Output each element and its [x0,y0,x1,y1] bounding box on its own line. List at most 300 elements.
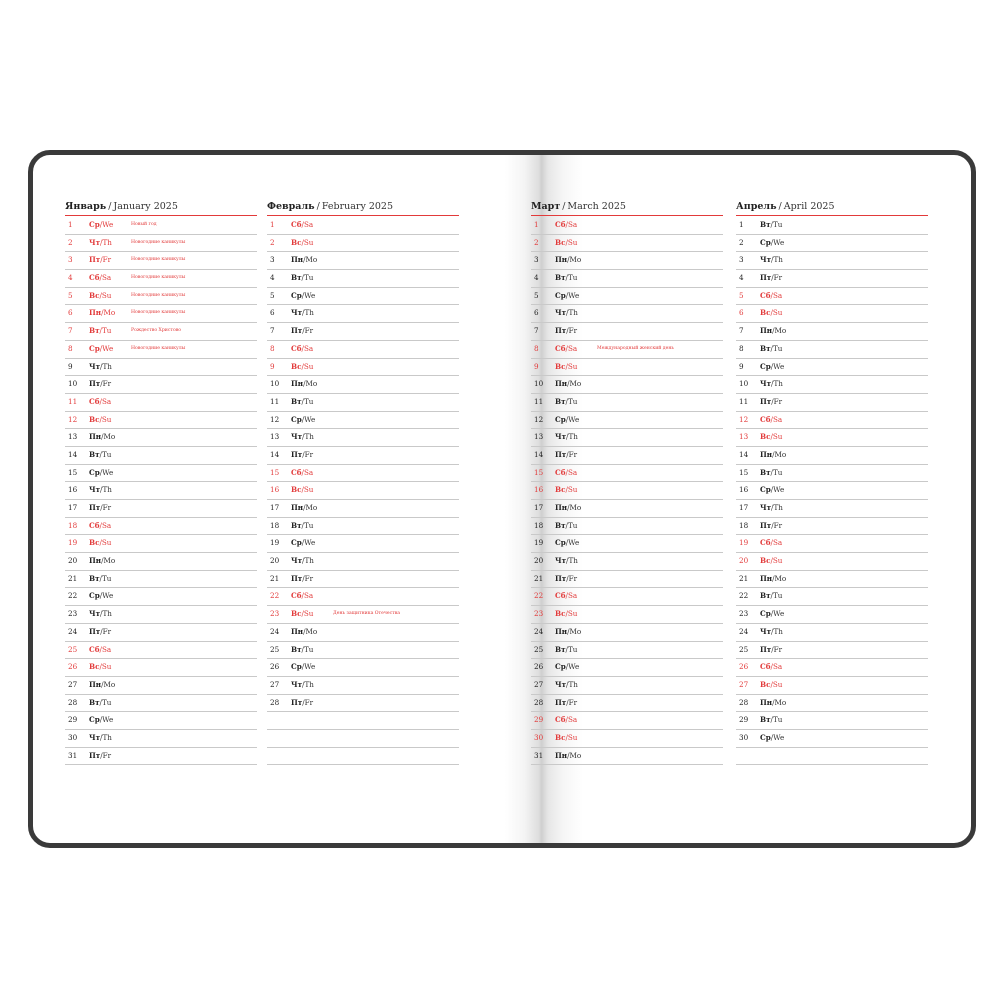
weekday-slash: / [301,538,305,548]
day-row [736,341,928,359]
weekday [291,359,313,375]
weekday [291,482,313,498]
day-row [267,270,459,288]
day-row [267,288,459,306]
weekday-ru: Чт [291,308,303,318]
weekday-ru: Пт [555,449,567,459]
weekday-slash: / [301,220,304,229]
weekday-en [302,521,314,530]
weekday-en [567,255,581,264]
day-row [531,465,723,483]
day-row [65,252,257,270]
day-row [531,412,723,430]
weekday-slash: / [302,556,305,566]
weekday-en [566,450,577,459]
weekday-en-text: We [304,290,316,300]
weekday-en-text: Th [568,432,578,442]
weekday-ru: Вт [555,273,566,283]
weekday-en-text: Th [568,679,578,689]
weekday-ru: Чт [89,609,101,619]
weekday-slash: / [565,361,568,371]
weekday [760,518,782,534]
weekday [89,288,111,304]
weekday-ru: Вс [291,237,302,247]
weekday-en-text: Tu [101,697,112,707]
weekday-en [771,362,784,371]
weekday [89,447,111,463]
weekday-ru: Ср [760,732,771,742]
month-name-ru: Март [531,201,561,212]
weekday-en [100,627,111,636]
weekday-en-text: Mo [774,697,787,707]
day-row [267,305,459,323]
weekday-slash: / [99,573,102,583]
weekday-en-text: Th [304,432,314,442]
weekday-en [100,698,112,707]
day-row [267,535,459,553]
day-number: 29 [534,715,544,725]
weekday-ru: Пн [555,626,568,636]
weekday [555,482,577,498]
weekday-en [566,645,578,654]
day-number: 17 [68,503,78,512]
weekday [291,695,313,711]
day-number: 1 [534,220,539,229]
day-number: 2 [534,237,539,247]
weekday [760,252,783,268]
weekday-en [566,220,578,229]
weekday [760,553,782,569]
weekday-en-text: Tu [567,273,578,283]
weekday-en-text: Mo [103,556,116,566]
weekday-en-text: We [102,343,114,353]
weekday-ru: Сб [291,591,302,601]
day-row [65,323,257,341]
weekday-ru: Чт [760,503,772,512]
day-number: 23 [68,609,78,619]
weekday-slash: / [770,343,773,353]
day-number: 20 [68,556,78,566]
day-number: 6 [68,308,73,318]
weekday-ru: Пт [760,396,772,406]
weekday-en [303,379,317,388]
weekday-ru: Пт [555,573,567,583]
month-name-en: March 2025 [567,201,626,212]
weekday-slash: / [302,697,305,707]
weekday-en-text: Sa [772,414,783,424]
weekday-ru: Пт [291,326,303,336]
weekday-en-text: Sa [567,220,578,229]
weekday-ru: Чт [291,432,303,442]
day-number: 4 [270,273,275,283]
weekday [89,394,111,410]
weekday-slash: / [565,396,568,406]
weekday-en [772,450,786,459]
weekday-en [771,255,783,264]
day-row [65,235,257,253]
day-row [736,712,928,730]
day-number: 7 [534,326,539,336]
weekday-slash: / [100,255,103,265]
day-number: 18 [534,520,544,530]
weekday [760,677,782,693]
weekday-ru: Сб [555,343,566,353]
weekday-slash: / [771,379,774,389]
weekday-ru: Ср [89,467,100,477]
empty-row [267,730,459,748]
weekday-slash: / [565,609,568,619]
weekday [291,305,314,321]
weekday-slash: / [565,237,568,247]
weekday-slash: / [770,556,773,566]
weekday-en-text: Th [102,485,112,495]
weekday-slash: / [770,467,773,477]
weekday-en-text: We [773,732,785,742]
weekday-en [771,238,784,247]
weekday [555,624,581,640]
weekday [89,482,112,498]
day-row [531,571,723,589]
day-row [736,252,928,270]
weekday-ru: Сб [760,538,771,548]
weekday [760,624,783,640]
weekday-ru: Ср [555,662,566,672]
weekday-en [770,556,782,565]
weekday-en [100,450,112,459]
weekday-en [771,645,782,654]
day-row [65,376,257,394]
weekday [555,588,577,604]
weekday [760,712,782,728]
weekday-slash: / [302,573,305,583]
weekday [760,217,782,233]
weekday-en-text: Sa [303,343,314,353]
weekday [760,730,784,746]
weekday-ru: Пт [291,697,303,707]
weekday [89,500,111,516]
day-row [65,588,257,606]
weekday-en [100,379,111,388]
day-number: 22 [739,591,749,601]
weekday-slash: / [770,290,773,300]
weekday-en [565,238,577,247]
weekday-en [771,521,782,530]
weekday-slash: / [301,485,304,495]
weekday-en [566,574,577,583]
weekday-en-text: Sa [567,591,578,601]
weekday-en [566,273,578,282]
weekday-en [99,662,111,671]
weekday-slash: / [771,396,774,406]
month-february [267,201,459,765]
weekday-en [301,362,313,371]
day-row [267,624,459,642]
weekday-en-text: Tu [101,326,112,336]
weekday-slash: / [302,326,305,336]
day-row [531,606,723,624]
weekday-ru: Ср [760,361,771,371]
weekday [291,412,315,428]
day-row [65,712,257,730]
weekday-en-text: Tu [772,715,783,725]
weekday-en-text: Tu [567,396,578,406]
weekday-en-text: Su [567,237,578,247]
weekday-en-text: Tu [567,520,578,530]
weekday-ru: Пн [89,432,102,442]
weekday-ru: Пн [291,626,304,636]
day-row [65,571,257,589]
holiday-note: Новогодние каникулы [131,292,186,298]
weekday-ru: Пн [291,503,304,512]
weekday [89,571,111,587]
holiday-note: Новогодние каникулы [131,257,186,263]
weekday-slash: / [303,255,306,265]
weekday-slash: / [770,662,773,672]
day-number: 27 [739,679,749,689]
weekday-slash: / [566,308,569,318]
weekday-en-text: Sa [303,220,314,229]
weekday [89,518,111,534]
weekday-en-text: Su [567,732,578,742]
weekday-en-text: Mo [569,750,582,760]
weekday-slash: / [301,361,304,371]
day-row [531,270,723,288]
weekday-ru: Сб [291,220,302,229]
weekday-ru: Вс [555,732,566,742]
day-number: 8 [270,343,275,353]
weekday-en-text: Sa [567,715,578,725]
weekday-en [302,291,315,300]
weekday-slash: / [771,503,774,512]
weekday-slash: / [565,467,568,477]
weekday-slash: / [99,220,103,229]
day-row [65,412,257,430]
weekday-slash: / [565,520,568,530]
weekday-slash: / [301,520,304,530]
weekday-en-text: Fr [773,273,783,283]
weekday-ru: Пн [760,573,773,583]
weekday-en-text: Su [772,432,783,442]
weekday [760,359,784,375]
weekday-slash: / [770,485,774,495]
weekday-slash: / [99,449,102,459]
weekday-ru: Пт [89,503,101,512]
day-row [267,553,459,571]
day-row [736,394,928,412]
weekday-en [301,609,313,618]
day-row [736,624,928,642]
weekday [291,624,317,640]
weekday-en [565,609,577,618]
weekday [760,465,782,481]
weekday-slash: / [772,697,775,707]
weekday-ru: Ср [89,220,100,229]
weekday-slash: / [565,732,568,742]
weekday-en [566,715,578,724]
weekday-slash: / [100,609,103,619]
day-number: 8 [739,343,744,353]
day-number: 1 [739,220,744,229]
weekday-en-text: We [568,662,580,672]
day-number: 13 [270,432,280,442]
weekday-en [565,362,577,371]
weekday-ru: Вс [760,556,771,566]
weekday-ru: Пн [291,379,304,389]
weekday-en [566,538,579,547]
day-row [267,465,459,483]
weekday-en-text: Fr [102,255,112,265]
weekday-slash: / [567,503,570,512]
day-number: 10 [270,379,280,389]
weekday-slash: / [565,220,568,229]
weekday-en [100,733,112,742]
month-name-en: April 2025 [783,201,835,212]
day-row [531,500,723,518]
weekday-en [771,291,783,300]
weekday [291,659,315,675]
day-row [531,748,723,766]
weekday-en-text: Th [773,379,783,389]
weekday-ru: Сб [760,290,771,300]
weekday-en-text: Fr [102,503,112,512]
day-row [736,305,928,323]
day-row [736,429,928,447]
day-number: 13 [739,432,749,442]
weekday [760,482,784,498]
weekday-en [770,680,782,689]
weekday-slash: / [303,503,306,512]
weekday-en [566,291,579,300]
weekday-slash: / [565,715,568,725]
weekday-en [302,662,315,671]
day-row [736,235,928,253]
day-row [736,288,928,306]
weekday-ru: Чт [89,732,101,742]
weekday-ru: Ср [89,715,100,725]
weekday [89,305,115,321]
day-number: 2 [68,237,73,247]
weekday-en [566,662,579,671]
weekday [89,429,115,445]
weekday-en-text: We [568,414,580,424]
weekday-en-text: Tu [101,573,112,583]
weekday-ru: Сб [555,467,566,477]
weekday-en-text: Th [304,556,314,566]
day-number: 10 [534,379,544,389]
weekday-en-text: Tu [101,449,112,459]
weekday-en-text: Th [773,503,783,512]
weekday-en-text: Mo [305,379,318,389]
weekday-slash: / [566,432,569,442]
day-row [531,376,723,394]
weekday-ru: Сб [760,414,771,424]
weekday-en [567,379,581,388]
weekday-ru: Пн [291,255,304,265]
weekday-en-text: Fr [304,697,314,707]
weekday-slash: / [567,379,570,389]
weekday-en-text: Tu [303,273,314,283]
weekday-en [101,308,115,317]
day-number: 1 [68,220,73,229]
weekday-en-text: Sa [101,644,112,654]
day-row [65,482,257,500]
weekday-slash: / [100,361,103,371]
weekday-en [302,680,314,689]
day-number: 6 [270,308,275,318]
weekday [760,235,784,251]
weekday-slash: / [565,591,568,601]
weekday-ru: Вс [89,662,100,672]
weekday [760,376,783,392]
weekday-ru: Чт [555,556,567,566]
weekday-ru: Вт [89,449,100,459]
weekday-slash: / [100,379,103,389]
weekday [89,235,112,251]
day-number: 19 [270,538,280,548]
day-number: 26 [270,662,280,672]
day-number: 9 [739,361,744,371]
month-name-ru: Апрель [736,201,777,212]
day-row [267,606,459,624]
weekday-ru: Вт [760,591,771,601]
day-number: 18 [270,520,280,530]
day-number: 3 [739,255,744,265]
month-march [531,201,723,765]
weekday-en [771,485,784,494]
day-row [65,535,257,553]
weekday [89,695,111,711]
weekday-en-text: We [773,609,785,619]
weekday-en-text: Fr [568,326,578,336]
weekday-ru: Вс [291,609,302,619]
weekday-slash: / [567,626,570,636]
day-number: 25 [68,644,78,654]
weekday-ru: Вс [291,361,302,371]
weekday-en [99,415,111,424]
weekday-ru: Сб [760,662,771,672]
day-number: 10 [739,379,749,389]
weekday-en-text: Su [303,237,314,247]
day-number: 1 [270,220,275,229]
day-number: 19 [534,538,544,548]
weekday-en [771,609,784,618]
weekday-en [772,326,786,335]
day-number: 30 [534,732,544,742]
weekday-en [100,645,112,654]
weekday-en-text: Sa [567,343,578,353]
weekday [760,535,782,551]
weekday [555,447,577,463]
day-number: 12 [68,414,78,424]
weekday-ru: Вт [291,396,302,406]
weekday [291,553,314,569]
weekday [555,500,581,516]
day-row [736,606,928,624]
day-number: 13 [68,432,78,442]
weekday [555,748,581,764]
weekday-slash: / [100,485,103,495]
weekday-en-text: Su [101,290,112,300]
day-number: 30 [739,732,749,742]
day-number: 24 [739,626,749,636]
weekday-en-text: Sa [772,538,783,548]
weekday-ru: Пт [89,750,101,760]
weekday [760,642,782,658]
day-row [267,359,459,377]
day-row [736,447,928,465]
weekday-slash: / [771,626,774,636]
day-number: 31 [534,750,544,760]
